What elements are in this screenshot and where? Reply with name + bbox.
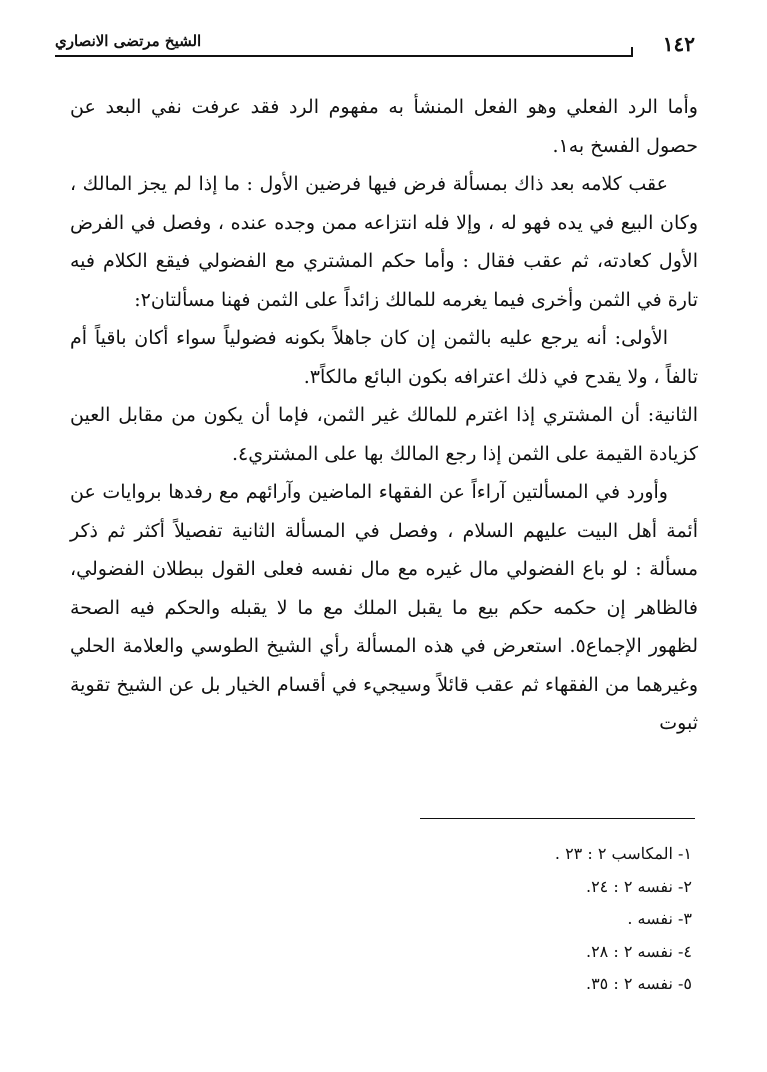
footnote-1: ١- المكاسب ٢ : ٢٣ . [554,844,692,863]
footnote-4: ٤- نفسه ٢ : ٢٨. [585,941,692,961]
footnote-3: ٣- نفسه . [627,909,692,928]
footnote-5: ٥- نفسه ٢ : ٣٥. [585,974,692,993]
paragraph-4: الثانية: أن المشتري إذا اغترم للمالك غير الثمن، فإما أن يكون من مقابل العين كزيادة القيمة على الثمن إذا رجع المالك بها على المشتري٤. [70,404,698,465]
paragraph-2: عقب كلامه بعد ذاك بمسألة فرض فيها فرضين الأول : ما إذا لم يجز المالك ، وكان البيع في يده فهو له ، وإلا فله انتزاعه ممن وجده عنده ، وفصل في الفرض الأول كعادته، ثم عقب فقال : وأما حكم المشتري مع الفضولي فيقع الكلام فيه تارة في الثمن وأخرى فيما يغرمه للمالك زائداً على الثمن فهنا مسألتان٢: [70,173,698,311]
page-number: ١٤٢ [662,32,695,56]
header-rule [55,55,633,57]
paragraph-3: الأولى: أنه يرجع عليه بالثمن إن كان جاهلاً بكونه فضولياً سواء أكان باقياً أم تالفاً ، ولا يقدح في ذلك اعترافه بكون البائع مالكاً٣. [70,327,698,388]
paragraph-1: وأما الرد الفعلي وهو الفعل المنشأ به مفهوم الرد فقد عرفت نفي البعد عن حصول الفسخ به١. [70,96,698,157]
paragraph-5: وأورد في المسألتين آراءاً عن الفقهاء الماضين وآرائهم مع رفدها بروايات عن أئمة أهل البيت عليهم السلام ، وفصل في المسألة الثانية تفصيلاً أكثر ثم ذكر مسألة : لو باع الفضولي مال غيره مع مال نفسه فعلى القول ببطلان الفضولي، فالظاهر إن حكمه حكم بيع ما يقبل الملك مع ما لا يقبله والحكم فيه الصحة لظهور الإجماع٥. استعرض في هذه المسألة رأي الشيخ الطوسي والعلامة الحلي وغيرهما من الفقهاء ثم عقب قائلاً وسيجيء في أقسام الخيار بل عن الشيخ تقوية ثبوت [70,481,698,734]
main-text [70,88,698,743]
header-rule-tick [631,47,633,57]
page-header [55,30,695,58]
running-title: الشيخ مرتضى الانصاري [55,32,202,50]
footnote-2: ٢- نفسه ٢ : ٢٤. [585,876,692,896]
footnote-separator [420,818,695,819]
footnotes [432,838,692,1001]
